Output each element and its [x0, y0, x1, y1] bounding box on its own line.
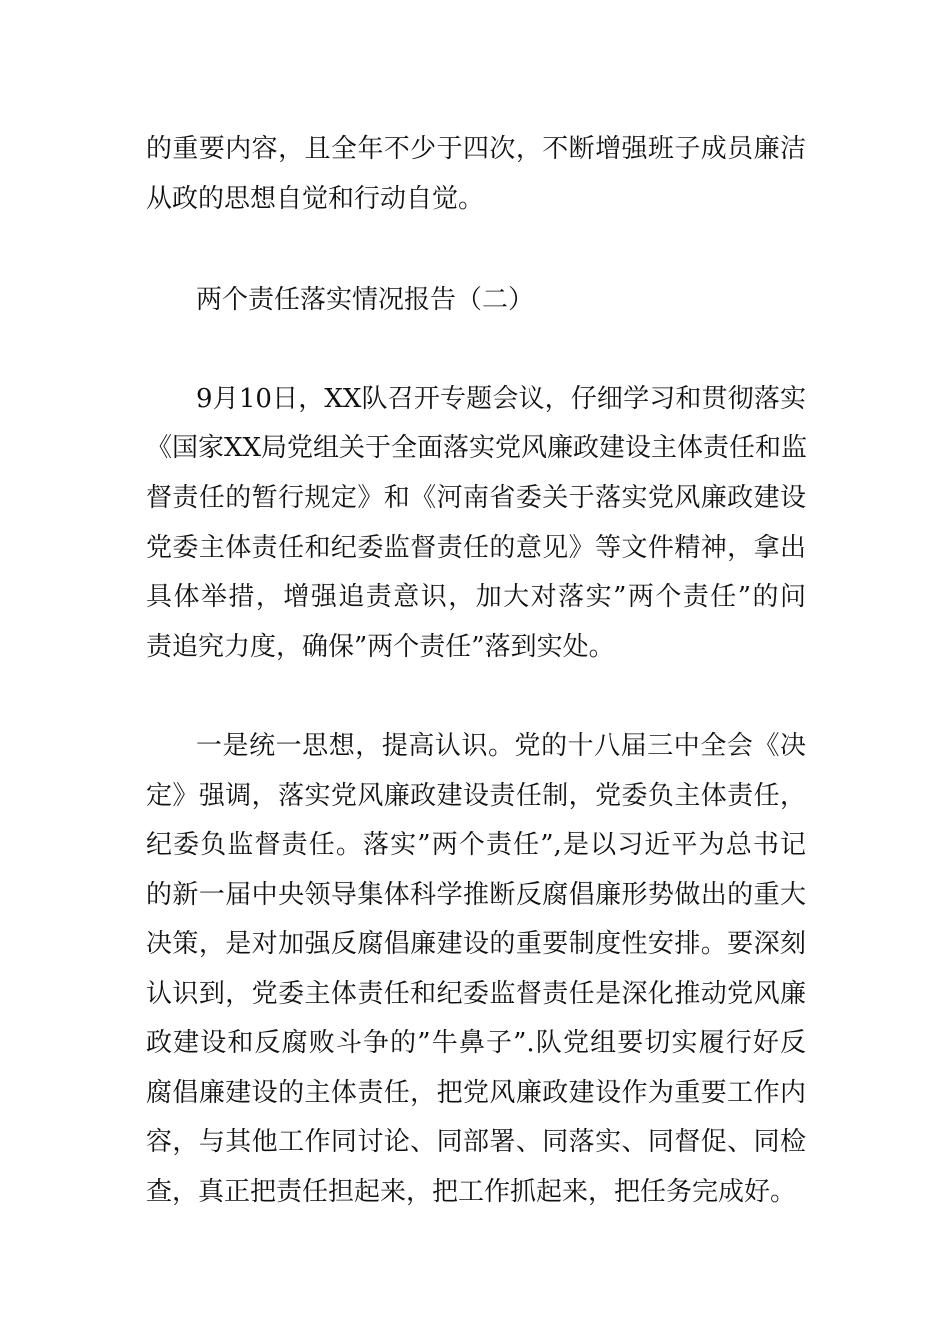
paragraph-line: 腐倡廉建设的主体责任，把党风廉政建设作为重要工作内: [146, 1078, 806, 1108]
paragraph-line: 认识到，党委主体责任和纪委监督责任是深化推动党风廉: [146, 979, 806, 1009]
paragraph-line: 纪委负监督责任。落实”两个责任”,是以习近平为总书记: [146, 830, 806, 860]
paragraph-line: 的重要内容，且全年不少于四次，不断增强班子成员廉洁: [146, 134, 806, 164]
paragraph-line: 9月10日，XX队召开专题会议，仔细学习和贯彻落实: [196, 384, 806, 414]
paragraph-line: 容，与其他工作同讨论、同部署、同落实、同督促、同检: [146, 1127, 806, 1157]
paragraph-line: 定》强调，落实党风廉政建设责任制，党委负主体责任，: [146, 781, 806, 811]
paragraph-line: 政建设和反腐败斗争的”牛鼻子”.队党组要切实履行好反: [146, 1028, 806, 1058]
paragraph-line: 党委主体责任和纪委监督责任的意见》等文件精神，拿出: [146, 533, 806, 563]
section-heading: 两个责任落实情况报告（二）: [196, 285, 535, 315]
paragraph-line: 查，真正把责任担起来，把工作抓起来，把任务完成好。: [146, 1177, 797, 1207]
paragraph-line: 具体举措，增强追责意识，加大对落实”两个责任”的问: [146, 582, 806, 612]
paragraph-line: 的新一届中央领导集体科学推断反腐倡廉形势做出的重大: [146, 880, 806, 910]
paragraph-line: 从政的思想自觉和行动自觉。: [146, 184, 485, 214]
paragraph-line: 一是统一思想，提高认识。党的十八届三中全会《决: [196, 731, 806, 761]
paragraph-line: 决策，是对加强反腐倡廉建设的重要制度性安排。要深刻: [146, 929, 806, 959]
paragraph-line: 督责任的暂行规定》和《河南省委关于落实党风廉政建设: [146, 483, 806, 513]
paragraph-line: 《国家XX局党组关于全面落实党风廉政建设主体责任和监: [146, 433, 808, 463]
paragraph-line: 责追究力度，确保”两个责任”落到实处。: [146, 632, 615, 662]
